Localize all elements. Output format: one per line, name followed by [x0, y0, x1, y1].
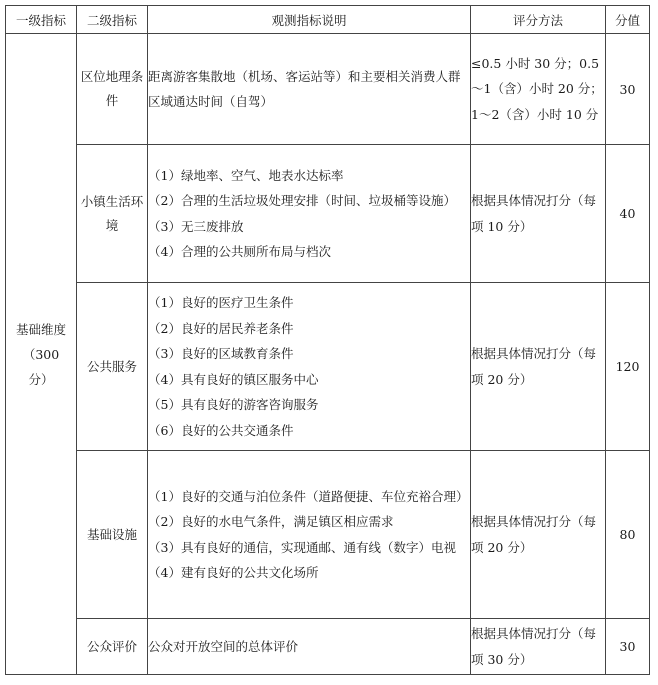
score-value: 30 — [619, 639, 636, 654]
method-cell — [471, 145, 606, 283]
level2-cell — [77, 283, 148, 451]
desc-cell — [148, 283, 471, 451]
score-value: 30 — [619, 81, 636, 97]
level2-label: 公众评价 — [86, 638, 137, 654]
header-score: 分值 — [606, 6, 650, 34]
desc-line: （4）合理的公共厕所布局与档次 — [148, 244, 331, 259]
table-row — [6, 145, 650, 283]
desc-line: （5）具有良好的游客咨询服务 — [148, 397, 319, 412]
method-text: 根据具体情况打分（每项 30 分） — [471, 626, 597, 667]
method-cell — [471, 34, 606, 145]
desc-cell — [148, 34, 471, 145]
method-text: 根据具体情况打分（每项 20 分） — [471, 514, 597, 555]
desc-line: 公众对开放空间的总体评价 — [148, 638, 299, 654]
score-cell — [606, 619, 650, 675]
level1-cell — [6, 34, 77, 675]
desc-line: （4）具有良好的镇区服务中心 — [148, 371, 319, 387]
header-desc: 观测指标说明 — [148, 6, 471, 34]
desc-cell — [148, 619, 471, 675]
desc-line: （2）良好的居民养老条件 — [148, 320, 294, 336]
table-row — [6, 619, 650, 675]
level2-cell — [77, 451, 148, 619]
method-text: ≤0.5 小时 30 分；0.5～1（含）小时 20 分；1～2（含）小时 10 分 — [471, 55, 603, 122]
desc-line: （4）建有良好的公共文化场所 — [148, 565, 319, 580]
score-value: 40 — [619, 206, 636, 221]
header-method: 评分方法 — [471, 6, 606, 34]
desc-line: （1）绿地率、空气、地表水达标率 — [148, 167, 344, 183]
method-text: 根据具体情况打分（每项 10 分） — [471, 193, 597, 234]
desc-line: （6）良好的公共交通条件 — [148, 422, 294, 438]
indicator-table — [5, 5, 650, 675]
score-cell — [606, 451, 650, 619]
level2-cell — [77, 619, 148, 675]
desc-line: （3）良好的区域教育条件 — [148, 346, 294, 361]
score-value: 80 — [619, 527, 636, 542]
desc-line: （1）良好的交通与泊位条件（道路便捷、车位充裕合理） — [148, 488, 469, 504]
method-cell — [471, 451, 606, 619]
level2-cell — [77, 34, 148, 145]
method-cell — [471, 283, 606, 451]
level2-cell — [77, 145, 148, 283]
table-row — [6, 451, 650, 619]
table-row — [6, 283, 650, 451]
score-cell — [606, 34, 650, 145]
desc-line: （3）具有良好的通信，实现通邮、通有线（数字）电视 — [148, 539, 456, 555]
desc-line: （3）无三废排放 — [148, 218, 244, 234]
desc-line: （2）合理的生活垃圾处理安排（时间、垃圾桶等设施） — [148, 193, 456, 208]
method-text: 根据具体情况打分（每项 20 分） — [471, 346, 597, 387]
desc-cell — [148, 145, 471, 283]
header-row — [6, 6, 650, 34]
table-row — [6, 34, 650, 145]
desc-line: （2）良好的水电气条件，满足镇区相应需求 — [148, 514, 394, 529]
desc-line: 距离游客集散地（机场、客运站等）和主要相关消费人群区域通达时间（自驾） — [148, 68, 461, 109]
desc-line: （1）良好的医疗卫生条件 — [148, 295, 294, 310]
score-cell — [606, 283, 650, 451]
level2-label: 小镇生活环境 — [80, 193, 144, 233]
desc-cell — [148, 451, 471, 619]
score-cell — [606, 145, 650, 283]
level2-label: 基础设施 — [86, 526, 137, 542]
header-level2: 二级指标 — [77, 6, 148, 34]
level1-label: 基础维度（300 分） — [15, 321, 66, 387]
level2-label: 公共服务 — [86, 358, 137, 374]
score-value: 120 — [615, 359, 640, 374]
header-level1: 一级指标 — [6, 6, 77, 34]
method-cell — [471, 619, 606, 675]
level2-label: 区位地理条件 — [80, 69, 144, 108]
